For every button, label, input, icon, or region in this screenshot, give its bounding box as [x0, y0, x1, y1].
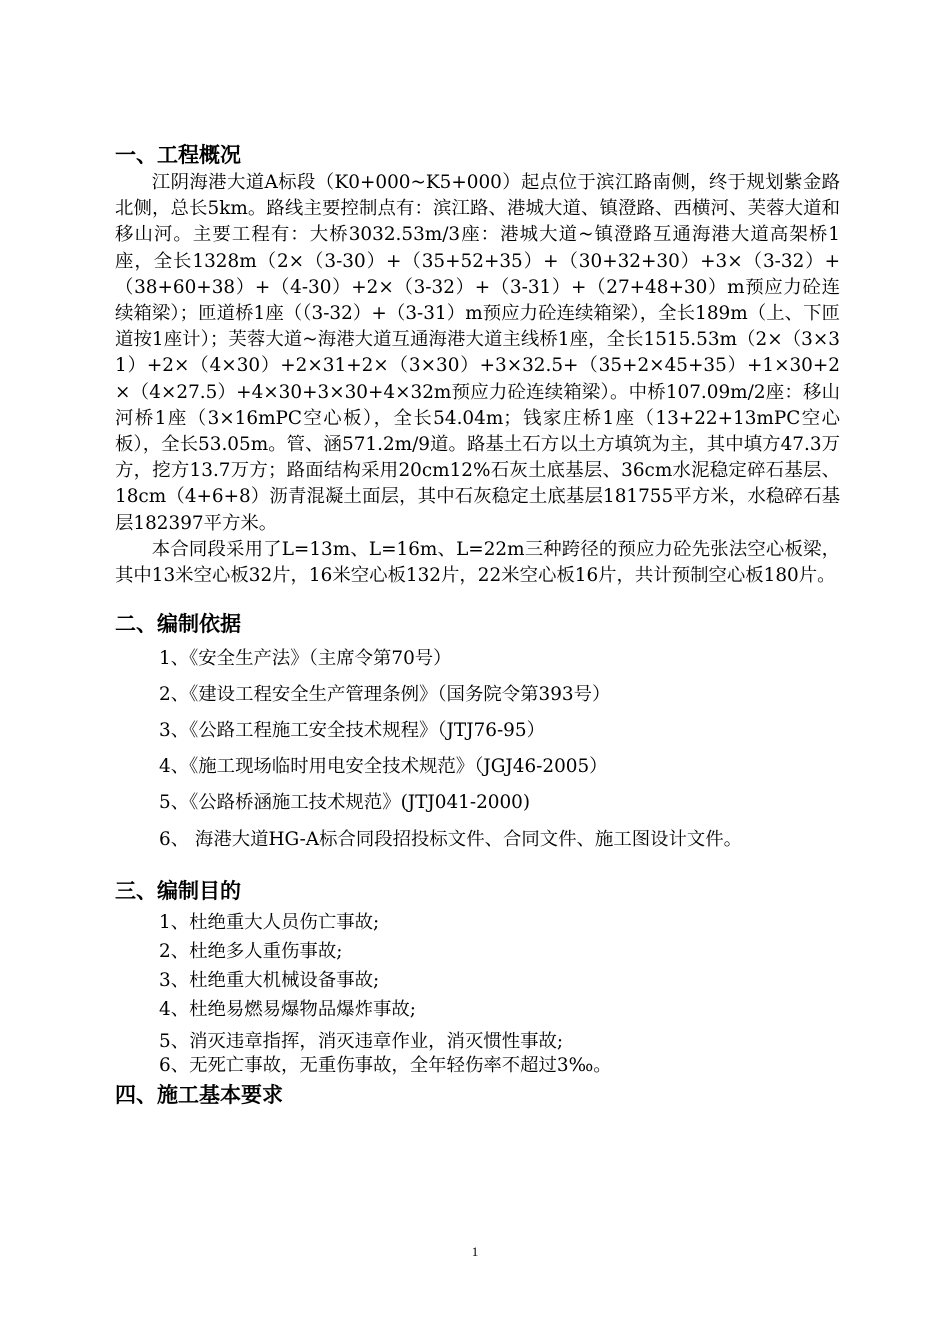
list-item: 4、《施工现场临时用电安全技术规范》（JGJ46-2005）: [159, 756, 608, 778]
section-heading-purpose: 三、编制目的: [115, 879, 241, 904]
list-item: 3、杜绝重大机械设备事故;: [159, 970, 380, 992]
list-item: 4、杜绝易燃易爆物品爆炸事故;: [159, 999, 416, 1021]
section-heading-requirements: 四、施工基本要求: [115, 1083, 283, 1108]
list-item: 5、《公路桥涵施工技术规范》(JTJ041-2000): [159, 792, 531, 814]
purpose-list: [115, 908, 840, 1078]
list-item: 1、杜绝重大人员伤亡事故;: [159, 912, 380, 934]
list-item: 6、无死亡事故，无重伤事故，全年轻伤率不超过3‰。: [159, 1055, 612, 1077]
list-item: 3、《公路工程施工安全技术规程》（JTJ76-95）: [159, 720, 545, 742]
list-item: 2、《建设工程安全生产管理条例》（国务院令第393号）: [159, 684, 611, 706]
page-number: 1: [471, 1244, 479, 1259]
list-item: 5、消灭违章指挥，消灭违章作业，消灭惯性事故;: [159, 1031, 564, 1053]
overview-paragraph: 江阴海港大道A标段（K0+000~K5+000）起点位于滨江路南侧，终于规划紫金路北侧，总长5km。路线主要控制点有：滨江路、港城大道、镇澄路、西横河、芙蓉大道和移山河。主要工程有：大桥3032.53m/3座：港城大道~镇澄路互通海港大道高架桥1座，全长1328m（2×（3-30）+（35+52+35）+（30+32+30）+3×（3-32）+（38+60+38）+（4-30）+2×（3-32）+（3-31）+（27+48+30）m预应力砼连续箱梁）；匝道桥1座（（3-32）+（3-31）m预应力砼连续箱梁），全长189m（上、下匝道按1座计）；芙蓉大道~海港大道互通海港大道主线桥1座，全长1515.53m（2×（3×31）+2×（4×30）+2×31+2×（3×30）+3×32.5+（35+2×45+35）+1×30+2×（4×27.5）+4×30+3×30+4×32m预应力砼连续箱梁）。中桥107.09m/2座：移山河桥1座（3×16mPC空心板），全长54.04m；钱家庄桥1座（13+22+13mPC空心板），全长53.05m。管、涵571.2m/9道。路基土石方以土方填筑为主，其中填方47.3万方，挖方13.7万方；路面结构采用20cm12%石灰土底基层、36cm水泥稳定碎石基层、18cm（4+6+8）沥青混凝土面层，其中石灰稳定土底基层181755平方米，水稳碎石基层182397平方米。: [115, 172, 841, 534]
document-body: [115, 140, 840, 1110]
section-heading-basis: 二、编制依据: [115, 612, 241, 637]
list-item: 2、杜绝多人重伤事故;: [159, 941, 343, 963]
overview-paragraph: 本合同段采用了L=13m、L=16m、L=22m三种跨径的预应力砼先张法空心板梁，其中13米空心板32片，16米空心板132片，22米空心板16片，共计预制空心板180片。: [115, 538, 840, 587]
section-heading-overview: 一、工程概况: [115, 143, 241, 167]
basis-list: [115, 641, 840, 858]
list-item: 6、 海港大道HG-A标合同段招投标文件、合同文件、施工图设计文件。: [159, 829, 743, 851]
list-item: 1、《安全生产法》（主席令第70号）: [159, 648, 452, 670]
